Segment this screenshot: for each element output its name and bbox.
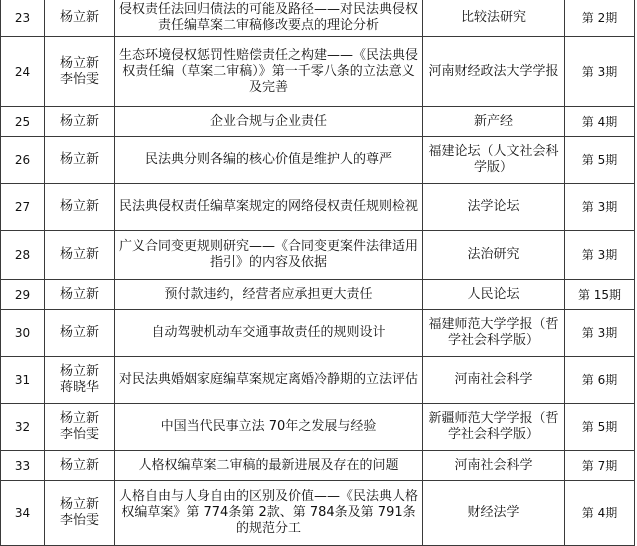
row-journal: 财经法学 bbox=[423, 481, 565, 546]
row-issue: 第 7期 bbox=[565, 451, 635, 481]
table-row bbox=[1, 37, 635, 107]
row-number: 28 bbox=[1, 231, 45, 280]
table-row bbox=[1, 310, 635, 357]
row-issue: 第 3期 bbox=[565, 37, 635, 107]
table-row bbox=[1, 357, 635, 404]
row-number: 23 bbox=[1, 0, 45, 37]
row-title: 人格权编草案二审稿的最新进展及存在的问题 bbox=[115, 451, 423, 481]
row-authors: 杨立新 李怡雯 bbox=[45, 37, 115, 107]
row-journal: 法治研究 bbox=[423, 231, 565, 280]
row-authors: 杨立新 bbox=[45, 0, 115, 37]
row-authors: 杨立新 bbox=[45, 310, 115, 357]
row-title: 民法典分则各编的核心价值是维护人的尊严 bbox=[115, 137, 423, 184]
row-issue: 第 5期 bbox=[565, 137, 635, 184]
table-row bbox=[1, 481, 635, 546]
table-row bbox=[1, 451, 635, 481]
row-number: 25 bbox=[1, 107, 45, 137]
row-number: 32 bbox=[1, 404, 45, 451]
row-journal: 新疆师范大学学报（哲学社会科学版） bbox=[423, 404, 565, 451]
row-authors: 杨立新 bbox=[45, 184, 115, 231]
table-row bbox=[1, 107, 635, 137]
row-title: 人格自由与人身自由的区别及价值——《民法典人格权编草案》第 774条第 2款、第 784条及第 791条的规范分工 bbox=[115, 481, 423, 546]
row-authors: 杨立新 bbox=[45, 451, 115, 481]
row-number: 27 bbox=[1, 184, 45, 231]
row-journal: 福建论坛（人文社会科学版） bbox=[423, 137, 565, 184]
row-issue: 第 2期 bbox=[565, 0, 635, 37]
row-number: 29 bbox=[1, 280, 45, 310]
row-title: 企业合规与企业责任 bbox=[115, 107, 423, 137]
row-issue: 第 5期 bbox=[565, 404, 635, 451]
table-row bbox=[1, 280, 635, 310]
row-authors: 杨立新 李怡雯 bbox=[45, 404, 115, 451]
row-issue: 第 3期 bbox=[565, 231, 635, 280]
row-journal: 比较法研究 bbox=[423, 0, 565, 37]
row-issue: 第 6期 bbox=[565, 357, 635, 404]
row-authors: 杨立新 bbox=[45, 137, 115, 184]
row-title: 对民法典婚姻家庭编草案规定离婚冷静期的立法评估 bbox=[115, 357, 423, 404]
row-journal: 河南财经政法大学学报 bbox=[423, 37, 565, 107]
row-title: 预付款违约，经营者应承担更大责任 bbox=[115, 280, 423, 310]
row-title: 侵权责任法回归债法的可能及路径——对民法典侵权责任编草案二审稿修改要点的理论分析 bbox=[115, 0, 423, 37]
row-number: 24 bbox=[1, 37, 45, 107]
row-number: 31 bbox=[1, 357, 45, 404]
row-issue: 第 15期 bbox=[565, 280, 635, 310]
row-title: 广义合同变更规则研究——《合同变更案件法律适用指引》的内容及依据 bbox=[115, 231, 423, 280]
row-title: 中国当代民事立法 70年之发展与经验 bbox=[115, 404, 423, 451]
row-authors: 杨立新 bbox=[45, 231, 115, 280]
table-row bbox=[1, 404, 635, 451]
table-row bbox=[1, 0, 635, 37]
row-issue: 第 4期 bbox=[565, 481, 635, 546]
row-issue: 第 3期 bbox=[565, 184, 635, 231]
row-authors: 杨立新 李怡雯 bbox=[45, 481, 115, 546]
row-title: 民法典侵权责任编草案规定的网络侵权责任规则检视 bbox=[115, 184, 423, 231]
row-journal: 人民论坛 bbox=[423, 280, 565, 310]
row-number: 33 bbox=[1, 451, 45, 481]
publication-table-body bbox=[1, 0, 635, 546]
row-number: 30 bbox=[1, 310, 45, 357]
row-issue: 第 3期 bbox=[565, 310, 635, 357]
row-title: 自动驾驶机动车交通事故责任的规则设计 bbox=[115, 310, 423, 357]
row-authors: 杨立新 bbox=[45, 280, 115, 310]
row-authors: 杨立新 bbox=[45, 107, 115, 137]
row-journal: 法学论坛 bbox=[423, 184, 565, 231]
table-row bbox=[1, 231, 635, 280]
row-number: 34 bbox=[1, 481, 45, 546]
table-row bbox=[1, 137, 635, 184]
row-journal: 福建师范大学学报（哲学社会科学版） bbox=[423, 310, 565, 357]
row-title: 生态环境侵权惩罚性赔偿责任之构建——《民法典侵权责任编（草案二审稿）》第一千零八条的立法意义及完善 bbox=[115, 37, 423, 107]
row-journal: 河南社会科学 bbox=[423, 451, 565, 481]
row-journal: 河南社会科学 bbox=[423, 357, 565, 404]
table-row bbox=[1, 184, 635, 231]
row-authors: 杨立新 蒋晓华 bbox=[45, 357, 115, 404]
row-journal: 新产经 bbox=[423, 107, 565, 137]
row-issue: 第 4期 bbox=[565, 107, 635, 137]
row-number: 26 bbox=[1, 137, 45, 184]
